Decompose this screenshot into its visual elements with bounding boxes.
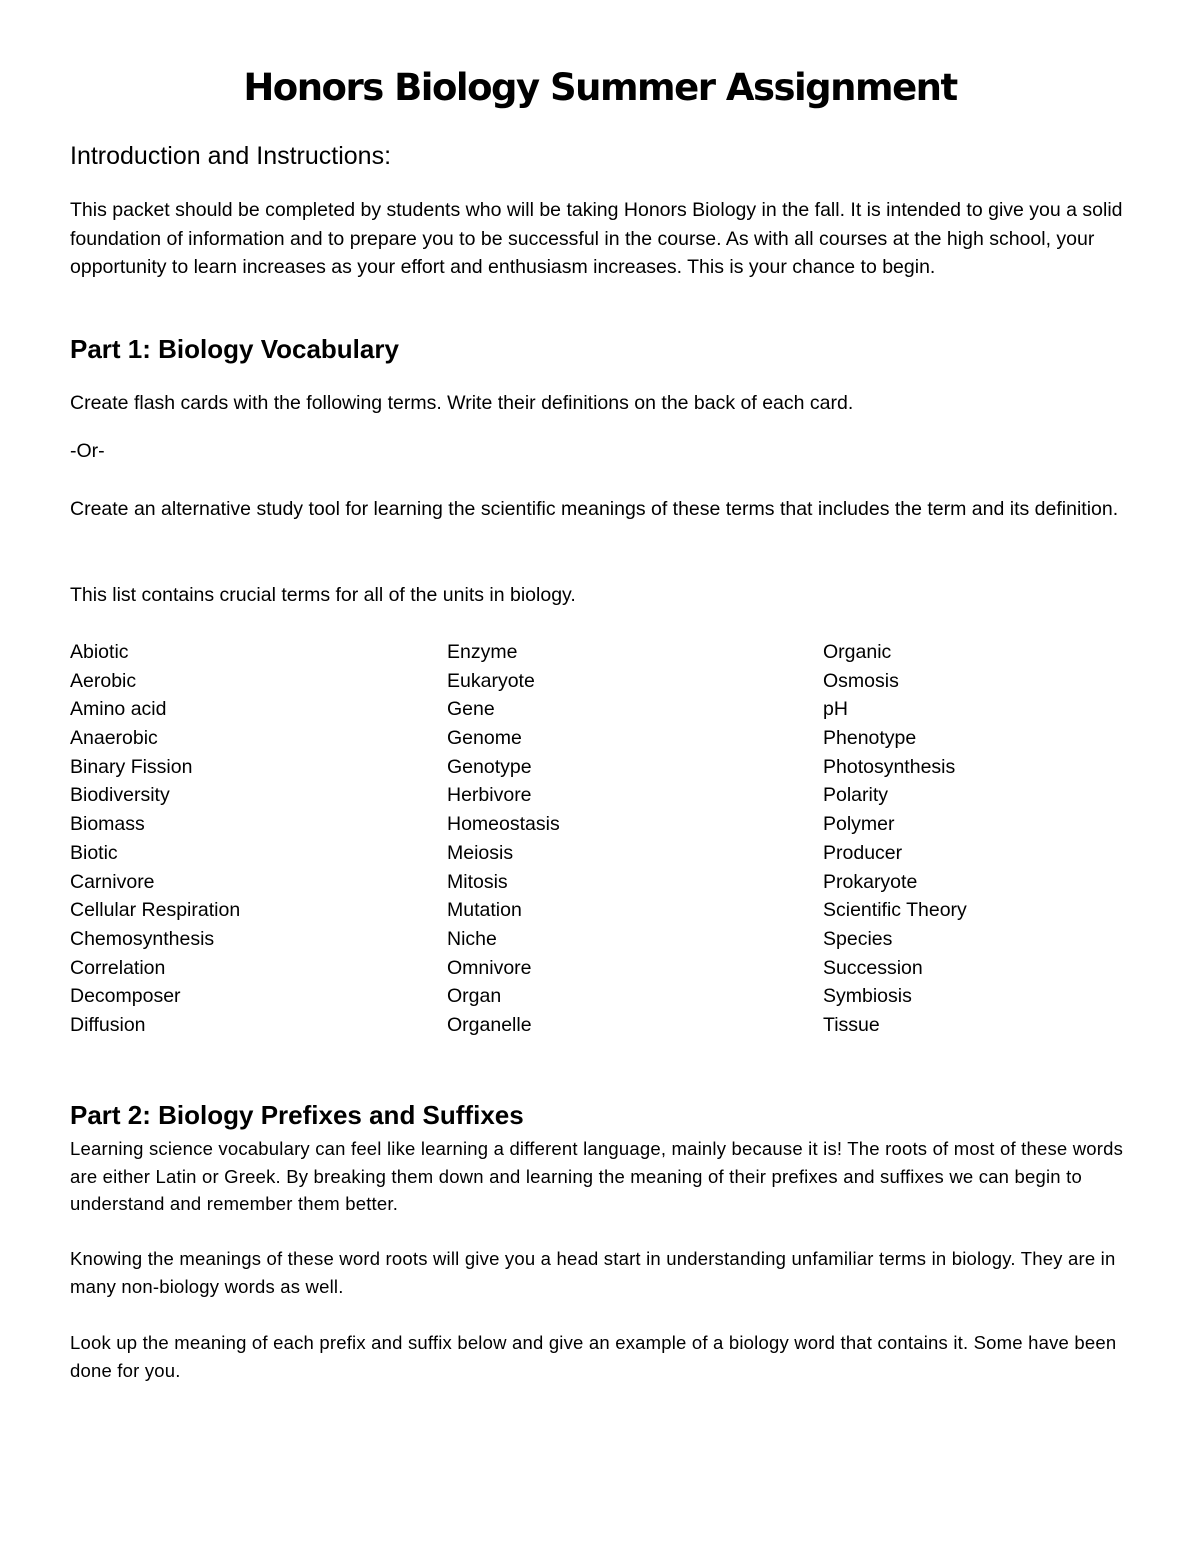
vocab-term: Cellular Respiration	[70, 899, 241, 922]
vocab-term: Biotic	[70, 841, 118, 864]
part2-heading: Part 2: Biology Prefixes and Suffixes	[70, 1100, 524, 1130]
vocab-term: Aerobic	[70, 669, 137, 692]
part2-paragraph-2: Knowing the meanings of these word roots will give you a head start in understanding unfamiliar terms in biology. They are in many non-biology words as well.	[70, 1248, 1116, 1297]
vocab-column-2	[447, 638, 560, 1040]
vocab-term: Gene	[447, 698, 495, 721]
vocab-term: Tissue	[823, 1013, 880, 1036]
part1-instruction-flashcards: Create flash cards with the following terms. Write their definitions on the back of each card.	[70, 392, 854, 414]
vocab-term: Omnivore	[447, 956, 532, 979]
vocab-term: Amino acid	[70, 698, 167, 721]
part1-instruction-alternative: Create an alternative study tool for learning the scientific meanings of these terms that includes the term and its definition.	[70, 498, 1119, 520]
vocab-term: Photosynthesis	[823, 755, 956, 778]
part1-list-note: This list contains crucial terms for all of the units in biology.	[70, 584, 576, 606]
part2-paragraph-1: Learning science vocabulary can feel like learning a different language, mainly because it is! The roots of most of these words are either Latin or Greek. By breaking them down and learning the meaning of their prefixes and suffixes we can begin to understand and remember them better.	[70, 1138, 1124, 1215]
vocab-term: Organ	[447, 985, 502, 1008]
intro-heading: Introduction and Instructions:	[70, 142, 392, 170]
vocab-term: Niche	[447, 927, 497, 950]
vocab-term: Decomposer	[70, 985, 181, 1008]
vocab-term: Biodiversity	[70, 784, 170, 807]
vocab-term: Homeostasis	[447, 813, 560, 836]
part1-or: -Or-	[70, 440, 105, 462]
vocab-column-1	[70, 638, 240, 1040]
vocab-term: Enzyme	[447, 641, 518, 663]
vocab-term: Eukaryote	[447, 669, 535, 692]
vocab-term: Producer	[823, 841, 903, 864]
vocab-term: Symbiosis	[823, 985, 912, 1008]
vocab-term: Mutation	[447, 899, 522, 922]
intro-paragraph: This packet should be completed by students who will be taking Honors Biology in the fall. It is intended to give you a solid foundation of information and to prepare you to be successful in the course. As with all courses at the high school, your opportunity to learn increases as your effort and enthusiasm increases. This is your chance to begin.	[70, 199, 1123, 279]
vocab-term: Binary Fission	[70, 755, 193, 778]
vocab-term: Osmosis	[823, 669, 899, 692]
vocab-term: Diffusion	[70, 1013, 146, 1036]
vocab-term: Phenotype	[823, 727, 917, 750]
page-title: Honors Biology Summer Assignment	[243, 66, 957, 109]
vocab-term: Prokaryote	[823, 870, 918, 893]
vocab-term: Polymer	[823, 813, 895, 836]
vocab-term: Genome	[447, 727, 522, 750]
vocab-term: Genotype	[447, 755, 532, 778]
vocab-term: Anaerobic	[70, 727, 158, 750]
vocab-term: Mitosis	[447, 870, 508, 893]
vocab-term: Correlation	[70, 956, 166, 979]
vocab-term: Scientific Theory	[823, 899, 967, 922]
vocab-term: Polarity	[823, 784, 889, 807]
vocab-term: Organelle	[447, 1013, 532, 1036]
vocab-term: Herbivore	[447, 784, 532, 807]
vocab-term: Biomass	[70, 813, 145, 836]
part2-paragraph-3: Look up the meaning of each prefix and suffix below and give an example of a biology word that contains it. Some have been done for you.	[70, 1332, 1117, 1381]
vocab-term: Abiotic	[70, 641, 129, 663]
vocab-term: pH	[823, 698, 848, 721]
vocab-column-3	[823, 638, 967, 1040]
vocab-term: Organic	[823, 641, 892, 663]
vocab-term: Succession	[823, 956, 923, 979]
vocab-term: Carnivore	[70, 870, 155, 893]
vocab-term: Meiosis	[447, 841, 514, 864]
part1-heading: Part 1: Biology Vocabulary	[70, 334, 399, 364]
vocab-term: Species	[823, 927, 893, 950]
vocab-term: Chemosynthesis	[70, 927, 215, 950]
